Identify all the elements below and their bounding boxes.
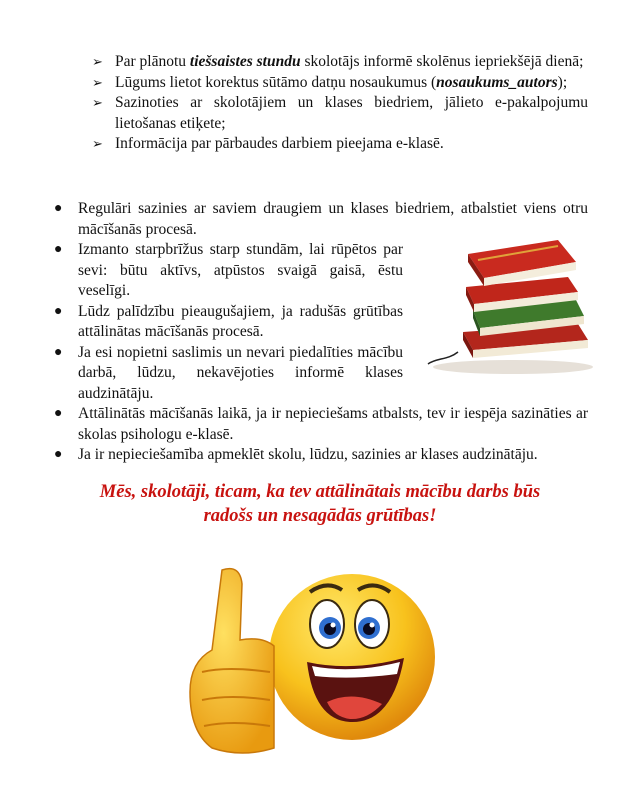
main-item-text: Lūdz palīdzību pieaugušajiem, ja radušās grūtības attālinātas mācīšanās procesā. [78, 302, 403, 340]
arrow-bullet-icon: ➢ [92, 95, 103, 110]
closing-line-1: Mēs, skolotāji, ticam, ka tev attālinātais mācību darbs būs [99, 482, 541, 502]
sub-item-text [115, 94, 588, 132]
arrow-bullet-icon: ➢ [92, 54, 103, 69]
plain-text: skolotājs informē skolēnus iepriekšējā dienā; [300, 53, 584, 70]
plain-text: Sazinoties ar skolotājiem un klases biedriem, jālieto e-pakalpojumu lietošanas etiķete; [115, 94, 588, 132]
plain-text: Informācija par pārbaudes darbiem pieejama e-klasē. [115, 135, 444, 152]
sub-bullet-list [92, 52, 588, 155]
sub-item-text [115, 135, 444, 152]
main-list-item [52, 445, 588, 466]
main-item-text: Attālinātās mācīšanās laikā, ja ir nepieciešams atbalsts, tev ir iespēja sazināties ar skolas psihologu e-klasē. [78, 405, 588, 443]
emphasis-text: tiešsaistes stundu [189, 53, 301, 70]
round-bullet-icon: ● [54, 201, 63, 216]
main-item-text: Ja esi nopietni saslimis un nevari piedalīties mācību darbā, lūdzu, nekavējoties informē klases audzinātāju. [78, 343, 403, 402]
round-bullet-icon: ● [54, 303, 63, 319]
main-list-item [52, 240, 403, 302]
plain-text: Par plānotu [115, 53, 190, 70]
main-list-item [52, 302, 403, 343]
plain-text: Lūgums lietot korektus sūtāmo datņu nosaukumus ( [115, 73, 437, 91]
arrow-bullet-icon: ➢ [92, 136, 103, 151]
sub-list-item [92, 134, 588, 155]
plain-text: ); [557, 73, 568, 91]
main-item-text: Ja ir nepieciešamība apmeklēt skolu, lūdzu, sazinies ar klases audzinātāju. [78, 446, 538, 463]
main-item-text: Izmanto starpbrīžus starp stundām, lai rūpētos par sevi: būtu aktīvs, atpūstos svaigā gaisā, ēstu veselīgi. [78, 241, 403, 299]
closing-line-2: radošs un nesagādās grūtības! [203, 506, 437, 526]
emphasis-text: nosaukums_autors [436, 73, 558, 91]
main-item-text: Regulāri sazinies ar saviem draugiem un klases biedriem, atbalstiet viens otru mācīšanās procesā. [78, 200, 588, 238]
smiley-thumbs-up-illustration [182, 562, 452, 762]
sub-item-text [115, 74, 567, 91]
sub-list-item [92, 52, 588, 73]
round-bullet-icon: ● [54, 447, 63, 462]
round-bullet-icon: ● [54, 242, 63, 257]
main-list-item [52, 343, 403, 405]
sub-item-text [115, 53, 583, 70]
closing-message [60, 480, 580, 528]
sub-list-item [92, 73, 588, 94]
arrow-bullet-icon: ➢ [92, 74, 103, 90]
round-bullet-icon: ● [54, 344, 63, 360]
books-illustration [418, 232, 593, 377]
sub-list-item [92, 93, 588, 134]
round-bullet-icon: ● [54, 406, 63, 421]
main-list-item [52, 404, 588, 445]
